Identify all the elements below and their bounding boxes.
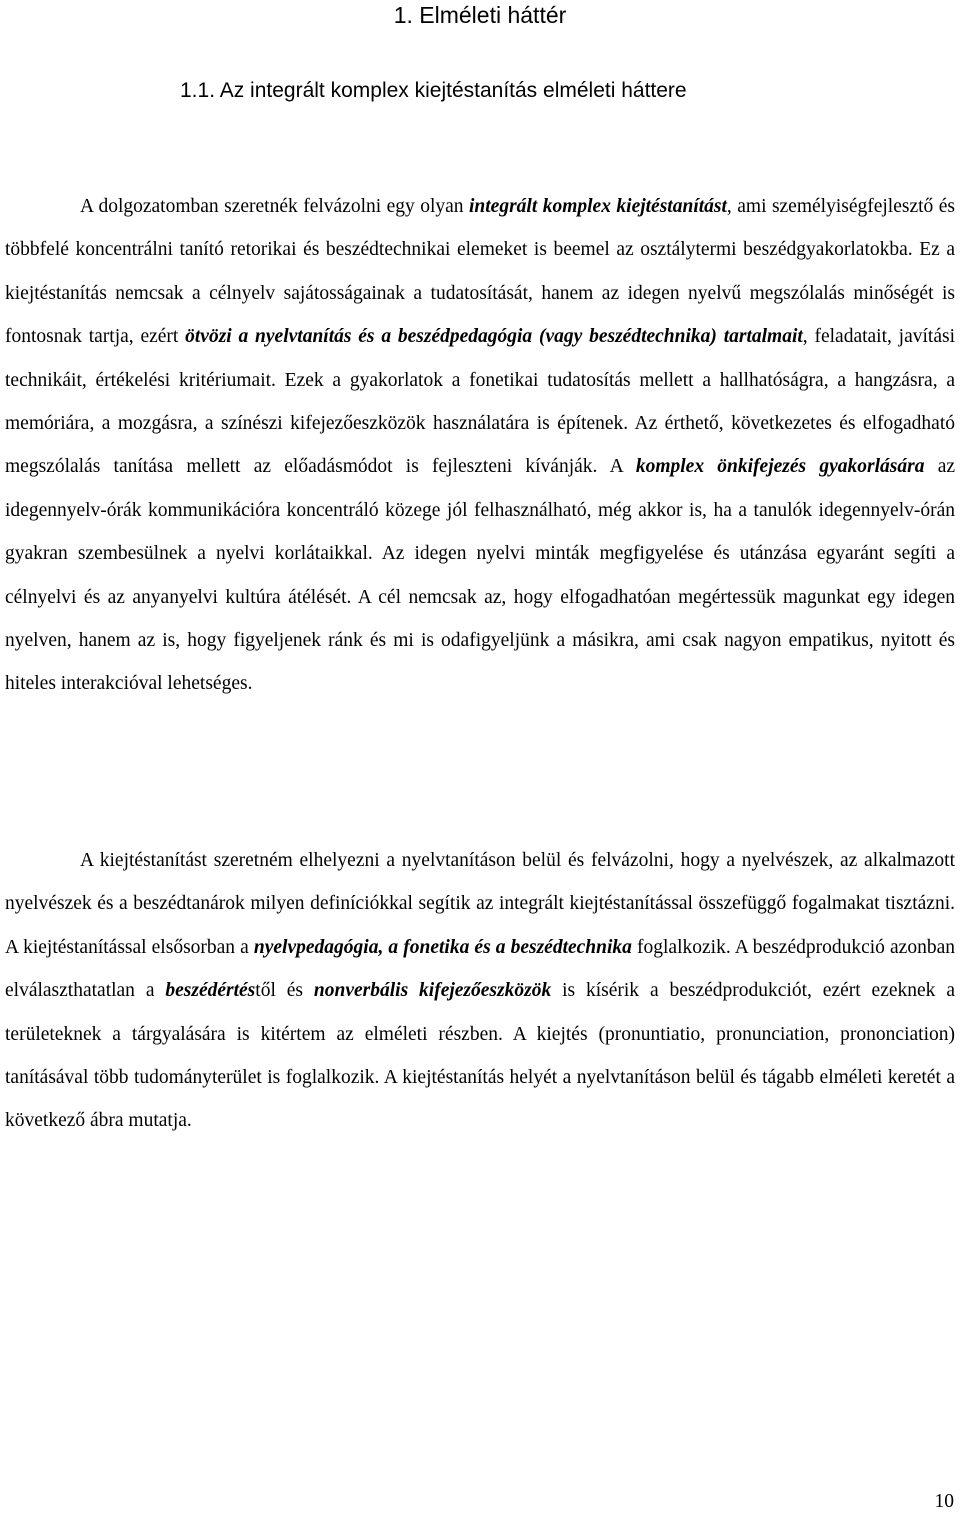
paragraph-text-segment: től és xyxy=(255,980,314,1002)
paragraph-text-segment: , feladatait, javítási technikáit, értékelési kritériumait. Ezek a gyakorlatok a fonetikai tudatosítás mellett a hallhatóságra, a hangzásra, a memóriára, a mozgásra, a színészi kifejezőeszközök használatára is építenek. Az érthető, következetes és elfogadható megszólalás tanítása mellett az előadásmódot is fejleszteni kívánják. A xyxy=(5,326,956,478)
paragraph-text-segment: foglalkozik. A beszédprodukció azonban elválaszthatatlan a xyxy=(5,936,955,1002)
paragraph-1 xyxy=(5,185,955,706)
paragraph-text-segment: A kiejtéstanítást szeretném elhelyezni a nyelvtanításon belül és felvázolni, hogy a nyelvészek, az alkalmazott nyelvészek és a beszédtanárok milyen definíciókkal segítik az integrált kiejtéstanítással összefüggő fogalmakat tisztázni. A kiejtéstanítással elsősorban a xyxy=(5,850,955,958)
chapter-title: 1. Elméleti háttér xyxy=(393,2,567,28)
paragraph-text-segment: az idegennyelv-órák kommunikációra koncentráló közege jól felhasználható, még akkor is, ha a tanulók idegennyelv-órán gyakran szembesülnek a nyelvi korlátaikkal. Az idegen nyelvi minták megfigyelése és utánzása egyaránt segíti a célnyelvi és az anyanyelvi kultúra átélését. A cél nemcsak az, hogy elfogadhatóan megértessük magunkat egy idegen nyelven, hanem az is, hogy figyeljenek ránk és mi is odafigyeljünk a másikra, ami csak nagyon empatikus, nyitott és hiteles interakcióval lehetséges. xyxy=(5,456,955,695)
paragraph-text-segment: is kísérik a beszédprodukciót, ezért ezeknek a területeknek a tárgyalására is kitértem az elméleti részben. A kiejtés (pronuntiatio, pronunciation, prononciation) tanításával több tudományterület is foglalkozik. A kiejtéstanítás helyét a nyelvtanításon belül és tágabb elméleti keretét a következő ábra mutatja. xyxy=(5,980,955,1132)
emphasized-term: integrált komplex kiejtéstanítást xyxy=(469,196,727,217)
paragraph-2 xyxy=(5,839,955,1143)
paragraph-text-segment: , ami személyiségfejlesztő és többfelé koncentrálni tanító retorikai és beszédtechnikai elemeket is beemel az osztálytermi beszédgyakorlatokba. Ez a kiejtéstanítás nemcsak a célnyelv sajátosságainak a tudatosítását, hanem az idegen nyelvű megszólalás minőségét is fontosnak tartja, ezért xyxy=(5,196,955,348)
emphasized-term: beszédértés xyxy=(165,980,256,1002)
emphasized-term: nyelvpedagógia, a fonetika és a beszédtechnika xyxy=(253,936,632,958)
emphasized-term: nonverbális kifejezőeszközök xyxy=(313,980,552,1002)
emphasized-term: komplex önkifejezés gyakorlására xyxy=(635,456,925,478)
page-number: 10 xyxy=(934,1491,954,1512)
section-title: 1.1. Az integrált komplex kiejtéstanítás elméleti háttere xyxy=(180,79,687,102)
emphasized-term: ötvözi a nyelvtanítás és a beszédpedagógia (vagy beszédtechnika) tartalmait xyxy=(185,326,803,348)
paragraph-text-segment: A dolgozatomban szeretnék felvázolni egy olyan xyxy=(80,196,469,217)
